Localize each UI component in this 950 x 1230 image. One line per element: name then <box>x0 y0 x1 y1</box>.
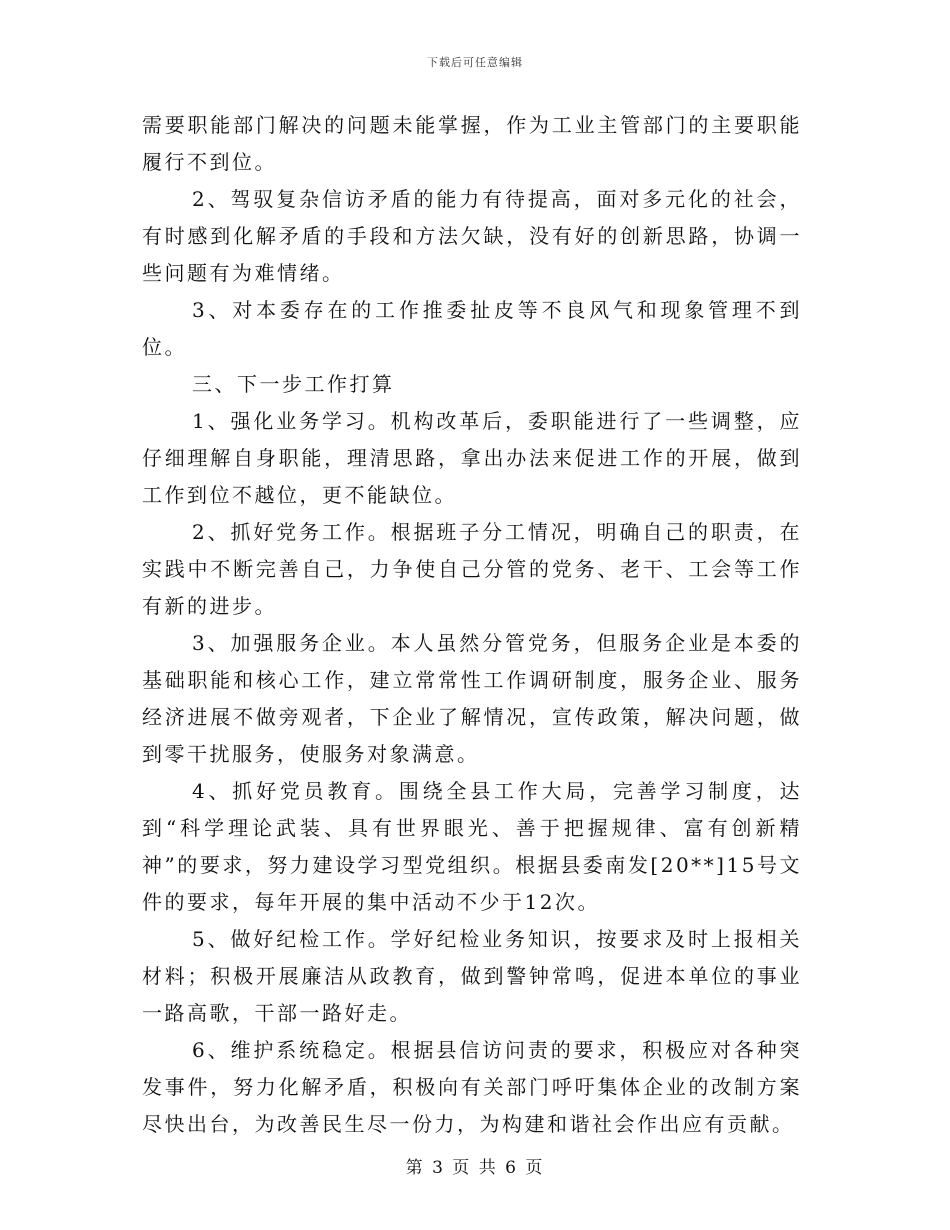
paragraph-2: 2、驾驭复杂信访矛盾的能力有待提高，面对多元化的社会，有时感到化解矛盾的手段和方法欠缺，没有好的创新思路，协调一些问题有为难情绪。 <box>142 187 802 285</box>
paragraph-6: 2、抓好党务工作。根据班子分工情况，明确自己的职责，在实践中不断完善自己，力争使自己分管的党务、老干、工会等工作有新的进步。 <box>142 520 802 618</box>
page-number-footer: 第 3 页 共 6 页 <box>405 1158 545 1178</box>
paragraph-10: 6、维护系统稳定。根据县信访问责的要求，积极应对各种突发事件，努力化解矛盾，积极向有关部门呼吁集体企业的改制方案尽快出台，为改善民生尽一份力，为构建和谐社会作出应有贡献。 <box>142 1038 802 1136</box>
page-header-note: 下载后可任意编辑 <box>427 56 523 69</box>
document-body <box>142 107 802 1143</box>
section-heading: 三、下一步工作打算 <box>192 372 395 396</box>
paragraph-5: 1、强化业务学习。机构改革后，委职能进行了一些调整，应仔细理解自身职能，理清思路，拿出办法来促进工作的开展，做到工作到位不越位，更不能缺位。 <box>142 409 802 507</box>
paragraph-1: 需要职能部门解决的问题未能掌握，作为工业主管部门的主要职能履行不到位。 <box>142 113 802 174</box>
paragraph-8: 4、抓好党员教育。围绕全县工作大局，完善学习制度，达到“科学理论武装、具有世界眼光、善于把握规律、富有创新精神”的要求，努力建设学习型党组织。根据县委南发[20**]15号文件的要求，每年开展的集中活动不少于12次。 <box>142 779 802 914</box>
paragraph-3: 3、对本委存在的工作推委扯皮等不良风气和现象管理不到位。 <box>142 298 802 359</box>
paragraph-9: 5、做好纪检工作。学好纪检业务知识，按要求及时上报相关材料；积极开展廉洁从政教育，做到警钟常鸣，促进本单位的事业一路高歌，干部一路好走。 <box>142 927 802 1025</box>
paragraph-7: 3、加强服务企业。本人虽然分管党务，但服务企业是本委的基础职能和核心工作，建立常常性工作调研制度，服务企业、服务经济进展不做旁观者，下企业了解情况，宣传政策，解决问题，做到零干扰服务，使服务对象满意。 <box>142 631 802 766</box>
